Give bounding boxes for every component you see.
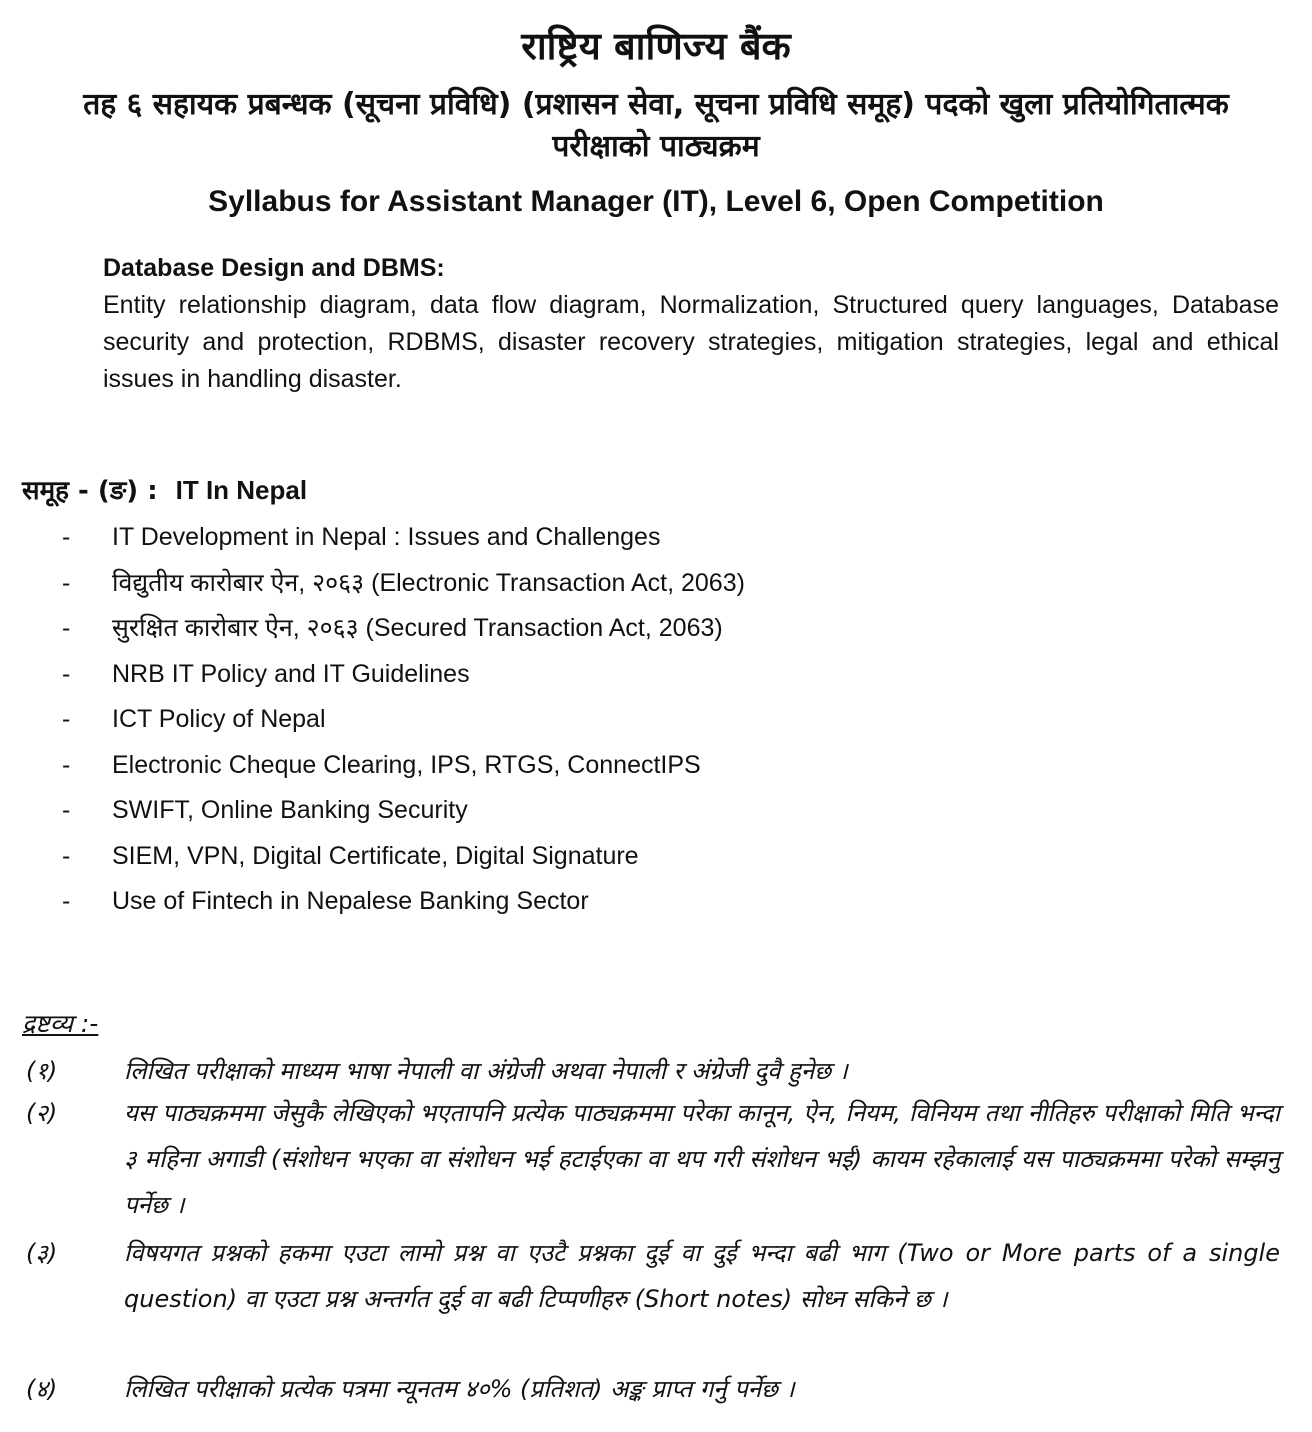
database-section-heading: Database Design and DBMS: — [103, 254, 445, 282]
bullet-dash: - — [62, 887, 71, 915]
notes-heading: द्रष्टव्य :- — [22, 1009, 99, 1038]
list-item — [0, 789, 1312, 835]
note-number: (२) — [26, 1099, 58, 1127]
bullet-dash: - — [62, 614, 71, 642]
page-title: राष्ट्रिय बाणिज्य बैंक — [521, 24, 791, 68]
bullet-dash: - — [62, 796, 71, 824]
list-item — [0, 744, 1312, 790]
note-text: लिखित परीक्षाको प्रत्येक पत्रमा न्यूनतम ४०% (प्रतिशत) अङ्क प्राप्त गर्नु पर्नेछ । — [124, 1375, 795, 1403]
bullet-dash: - — [62, 659, 71, 688]
topic-text: Electronic Cheque Clearing, IPS, RTGS, ConnectIPS — [112, 750, 701, 779]
topic-text: SIEM, VPN, Digital Certificate, Digital Signature — [112, 841, 639, 870]
note-text: विषयगत प्रश्नको हकमा एउटा लामो प्रश्न वा एउटै प्रश्नका दुई वा दुई भन्दा बढी भाग (Two or More parts of a single question) वा एउटा प्रश्न अन्तर्गत दुई वा बढी टिप्पणीहरु (Short notes) सोध्न सकिने छ । — [124, 1239, 1280, 1313]
list-item — [0, 835, 1312, 881]
bullet-dash: - — [62, 705, 71, 733]
list-item — [0, 562, 1312, 608]
group-heading — [22, 470, 307, 511]
topic-text: IT Development in Nepal : Issues and Challenges — [112, 523, 661, 551]
note-number: (३) — [26, 1239, 58, 1267]
bullet-dash: - — [62, 568, 71, 597]
topic-text: SWIFT, Online Banking Security — [112, 796, 468, 824]
database-section-body: Entity relationship diagram, data flow diagram, Normalization, Structured query languages, Database security and protection, RDBMS, disaster recovery strategies, mitigation strategies, legal and ethical issues in handling disaster. — [103, 291, 1279, 393]
list-item — [0, 653, 1312, 699]
page-subtitle: तह ६ सहायक प्रबन्धक (सूचना प्रविधि) (प्रशासन सेवा, सूचना प्रविधि समूह) पदको खुला प्रतियोगितात्मक परीक्षाको पाठ्यक्रम — [83, 87, 1229, 164]
group-prefix: समूह - (ङ) : — [22, 476, 158, 506]
list-item — [0, 607, 1312, 653]
topic-list — [0, 516, 1312, 926]
topic-text: ICT Policy of Nepal — [112, 705, 326, 733]
topic-text: Use of Fintech in Nepalese Banking Sector — [112, 887, 589, 915]
topic-text: NRB IT Policy and IT Guidelines — [112, 659, 470, 688]
topic-text: विद्युतीय कारोबार ऐन, २०६३ (Electronic Transaction Act, 2063) — [112, 568, 745, 597]
english-title: Syllabus for Assistant Manager (IT), Level 6, Open Competition — [208, 185, 1104, 218]
note-text: लिखित परीक्षाको माध्यम भाषा नेपाली वा अंग्रेजी अथवा नेपाली र अंग्रेजी दुवै हुनेछ । — [124, 1057, 848, 1085]
list-item — [0, 516, 1312, 562]
note-text: यस पाठ्यक्रममा जेसुकै लेखिएको भएतापनि प्रत्येक पाठ्यक्रममा परेका कानून, ऐन, नियम, विनियम तथा नीतिहरु परीक्षाको मिति भन्दा ३ महिना अगाडी (संशोधन भएका वा संशोधन भई हटाईएका वा थप गरी संशोधन भई) कायम रहेकालाई यस पाठ्यक्रममा परेको सम्झनु पर्नेछ । — [124, 1099, 1280, 1219]
bullet-dash: - — [62, 841, 71, 870]
list-item — [0, 880, 1312, 926]
group-title: IT In Nepal — [175, 475, 308, 505]
database-section — [103, 250, 1279, 398]
note-number: (४) — [26, 1375, 58, 1403]
note-number: (१) — [26, 1057, 58, 1085]
bullet-dash: - — [62, 750, 71, 779]
topic-text: सुरक्षित कारोबार ऐन, २०६३ (Secured Transaction Act, 2063) — [112, 614, 723, 642]
bullet-dash: - — [62, 523, 71, 551]
list-item — [0, 698, 1312, 744]
